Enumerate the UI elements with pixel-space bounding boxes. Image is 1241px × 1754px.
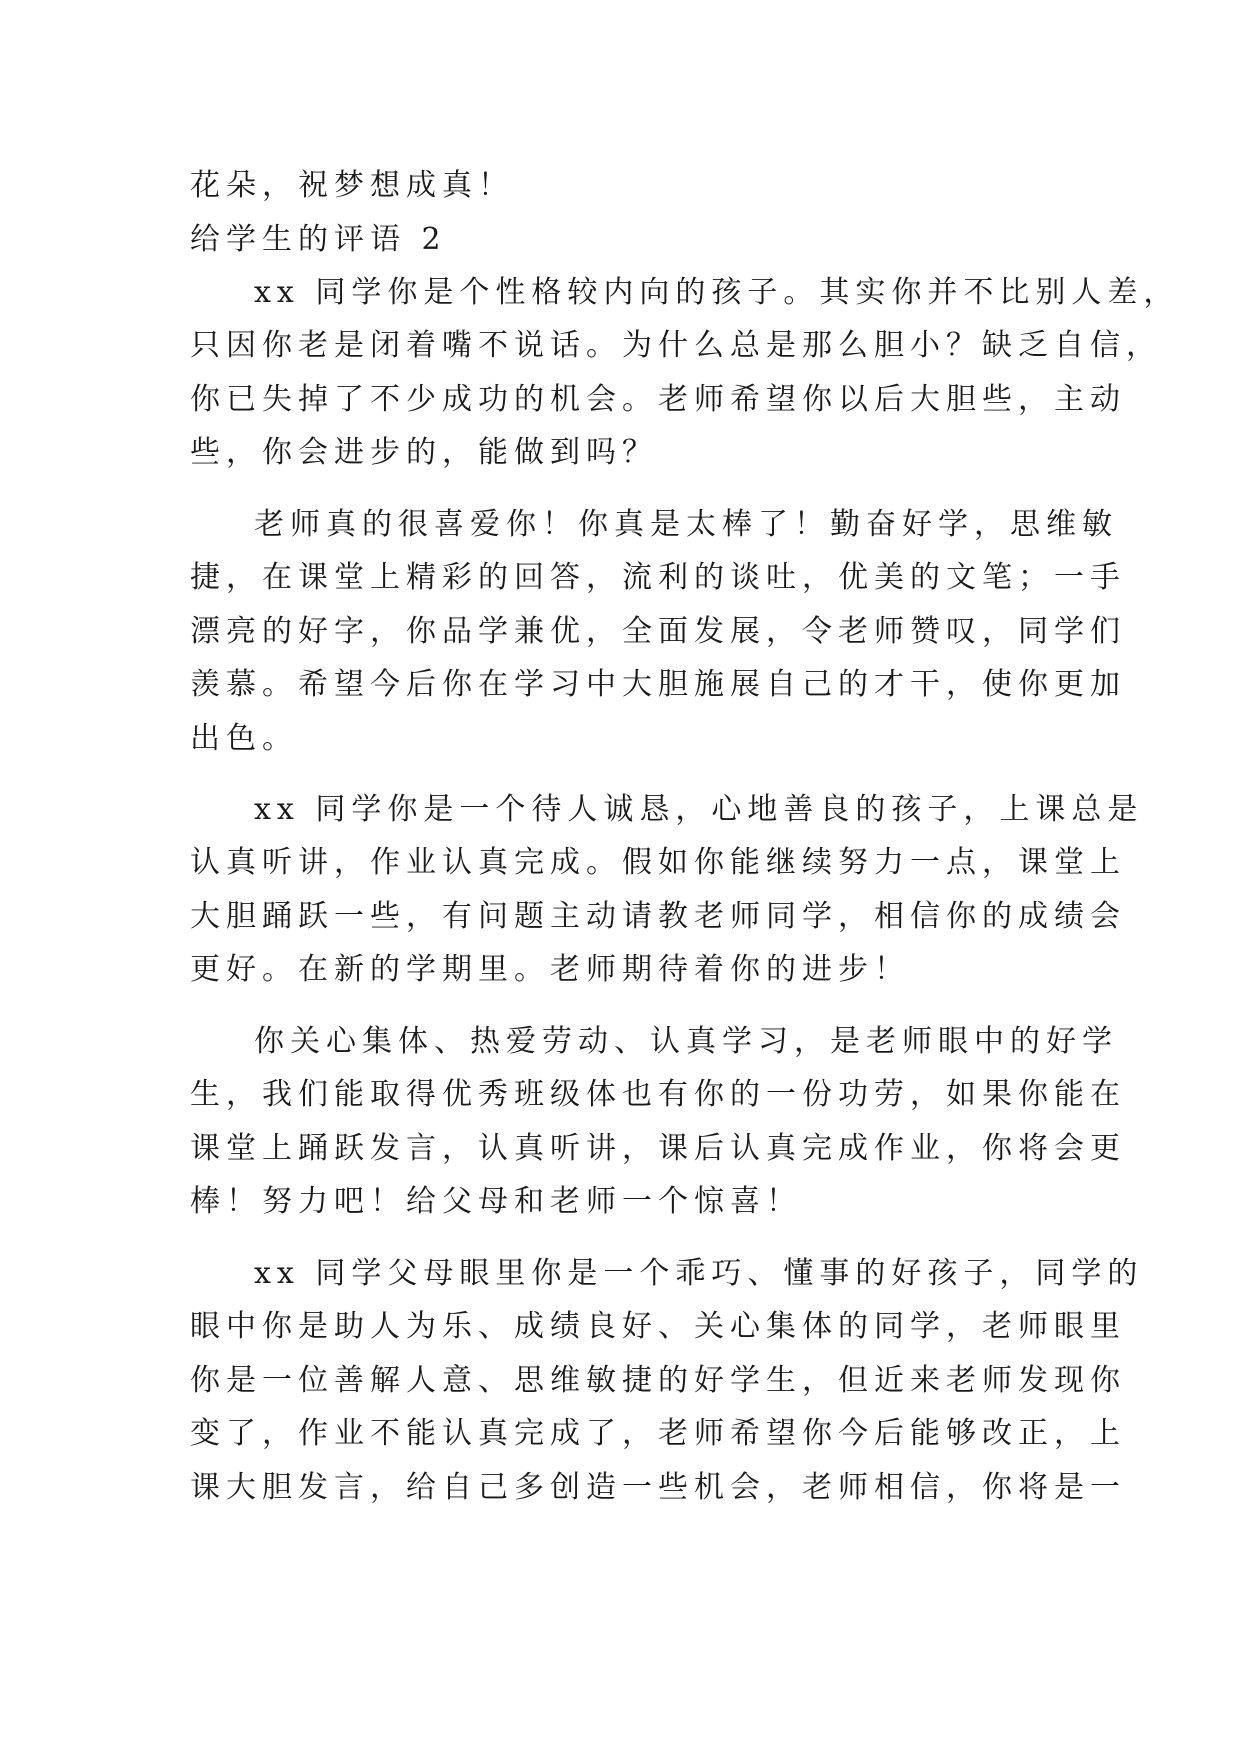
text-line: 课大胆发言，给自己多创造一些机会，老师相信，你将是一 (190, 1470, 1126, 1505)
text-line: 花朵，祝梦想成真！ (190, 168, 514, 203)
text-line: 羡慕。希望今后你在学习中大胆施展自己的才干，使你更加 (190, 667, 1126, 702)
text-line: 大胆踊跃一些，有问题主动请教老师同学，相信你的成绩会 (190, 899, 1126, 934)
paragraph-first-line: 你关心集体、热爱劳动、认真学习，是老师眼中的好学 (254, 1024, 1118, 1059)
text-line: 只因你老是闭着嘴不说话。为什么总是那么胆小？缺乏自信， (190, 328, 1162, 363)
section-heading: 给学生的评语 2 (190, 222, 447, 257)
text-line: 眼中你是助人为乐、成绩良好、关心集体的同学，老师眼里 (190, 1309, 1126, 1344)
text-line: 出色。 (190, 721, 298, 756)
text-line: 更好。在新的学期里。老师期待着你的进步！ (190, 952, 910, 987)
text-line: 漂亮的好字，你品学兼优，全面发展，令老师赞叹，同学们 (190, 614, 1126, 649)
text-line: 生，我们能取得优秀班级体也有你的一份功劳，如果你能在 (190, 1077, 1126, 1112)
paragraph-first-line: xx 同学父母眼里你是一个乖巧、懂事的好孩子，同学的 (254, 1256, 1144, 1291)
text-line: 变了，作业不能认真完成了，老师希望你今后能够改正，上 (190, 1416, 1126, 1451)
paragraph-first-line: 老师真的很喜爱你！你真是太棒了！勤奋好学，思维敏 (254, 507, 1118, 542)
text-line: 课堂上踊跃发言，认真听讲，课后认真完成作业，你将会更 (190, 1131, 1126, 1166)
text-line: 棒！努力吧！给父母和老师一个惊喜！ (190, 1184, 802, 1219)
text-line: 你是一位善解人意、思维敏捷的好学生，但近来老师发现你 (190, 1363, 1126, 1398)
paragraph-first-line: xx 同学你是一个待人诚恳，心地善良的孩子，上课总是 (254, 792, 1144, 827)
text-line: 你已失掉了不少成功的机会。老师希望你以后大胆些，主动 (190, 382, 1126, 417)
text-line: 些，你会进步的，能做到吗？ (190, 435, 658, 470)
paragraph-first-line: xx 同学你是个性格较内向的孩子。其实你并不比别人差， (254, 275, 1180, 310)
text-line: 捷，在课堂上精彩的回答，流利的谈吐，优美的文笔；一手 (190, 560, 1126, 595)
text-line: 认真听讲，作业认真完成。假如你能继续努力一点，课堂上 (190, 845, 1126, 880)
